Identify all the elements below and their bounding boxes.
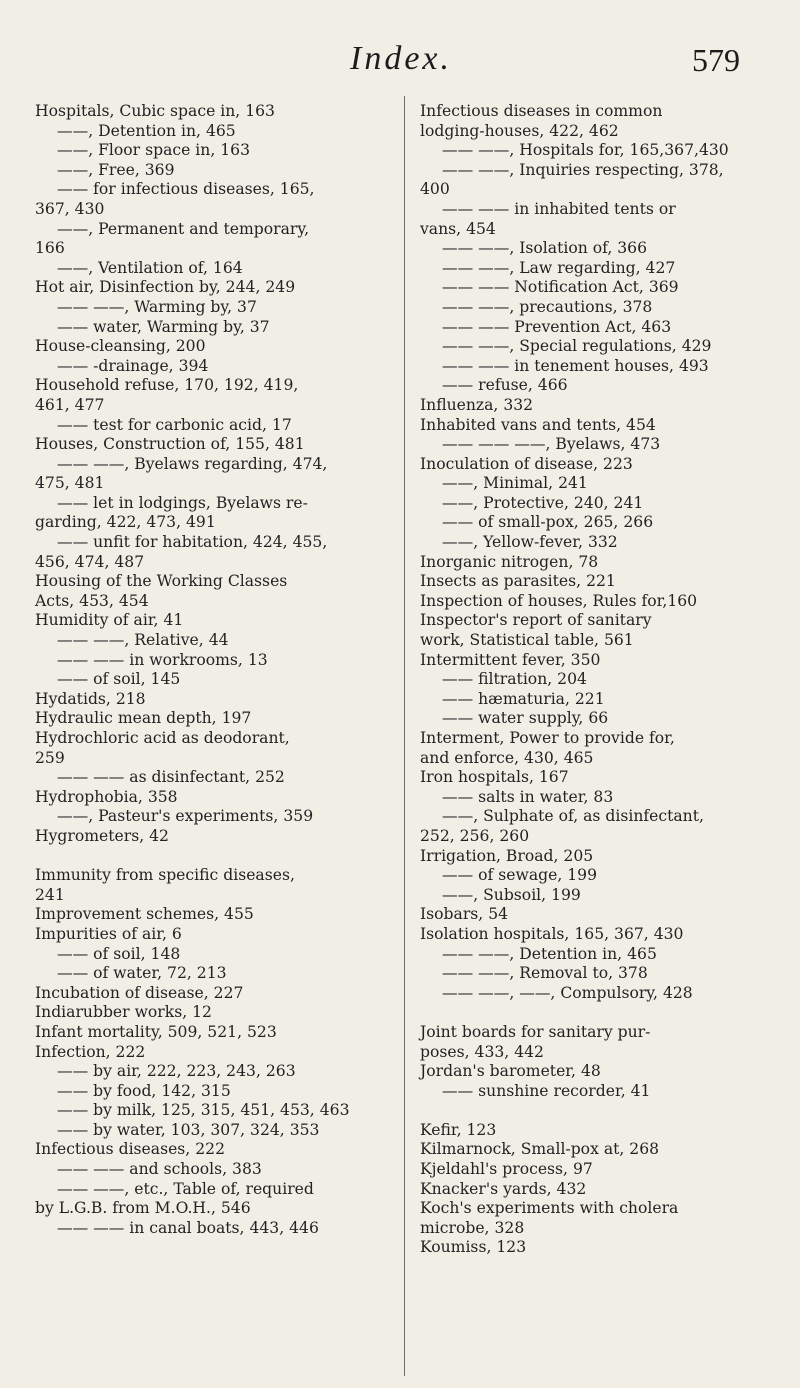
index-entry: Inhabited vans and tents, 454 [420,415,656,434]
index-entry: —— of soil, 145 [57,670,181,689]
index-entry: Hydrophobia, 358 [35,787,178,806]
index-entry: Joint boards for sanitary pur- [420,1022,651,1041]
index-entry: lodging-houses, 422, 462 [420,121,619,140]
index-entry: Inspection of houses, Rules for,160 [420,591,698,610]
index-entry: ——, Permanent and temporary, [57,219,310,238]
index-entry: 166 [35,239,65,258]
page-number: 579 [692,42,740,78]
index-entry: —— —— as disinfectant, 252 [57,768,285,787]
index-entry: 475, 481 [35,474,105,493]
index-entry: ——, Yellow-fever, 332 [442,533,618,552]
index-entry: 461, 477 [35,395,105,414]
index-entry: —— of soil, 148 [57,944,181,963]
index-entry: microbe, 328 [420,1218,525,1237]
index-entry: —— —— in tenement houses, 493 [442,356,709,375]
index-entry: —— —— and schools, 383 [57,1160,262,1179]
index-entry: ——, Detention in, 465 [57,121,236,140]
index-entry: Inspector's report of sanitary [420,611,652,630]
index-entry: Hygrometers, 42 [35,826,169,845]
index-entry: —— —— in canal boats, 443, 446 [57,1218,319,1237]
index-entry: Immunity from specific diseases, [35,866,295,885]
index-entry: Influenza, 332 [420,395,534,414]
index-entry: —— ——, Isolation of, 366 [442,239,648,258]
index-entry: —— of sewage, 199 [442,866,598,885]
index-entry: Hot air, Disinfection by, 244, 249 [35,278,296,297]
column-divider [404,96,405,1376]
index-entry: —— -drainage, 394 [57,356,209,375]
index-entry: 259 [35,748,65,767]
index-entry: Knacker's yards, 432 [420,1179,587,1198]
index-entry: by L.G.B. from M.O.H., 546 [35,1199,251,1218]
index-entry: 400 [420,180,450,199]
index-entry: —— of small-pox, 265, 266 [442,513,654,532]
index-entry: —— —— Notification Act, 369 [442,278,679,297]
index-entry: ——, Pasteur's experiments, 359 [57,807,314,826]
index-entry: Indiarubber works, 12 [35,1003,212,1022]
index-entry: ——, Free, 369 [57,160,175,179]
index-entry: —— —— in workrooms, 13 [57,650,268,669]
index-entry: Hydraulic mean depth, 197 [35,709,252,728]
page-header [0,32,800,92]
index-entry: Improvement schemes, 455 [35,905,254,924]
index-entry: ——, Ventilation of, 164 [57,258,243,277]
index-entry: Hydrochloric acid as deodorant, [35,729,290,747]
section-gap [420,1003,790,1023]
index-entry: Iron hospitals, 167 [420,768,569,787]
index-entry: —— salts in water, 83 [442,787,614,806]
index-entry: Jordan's barometer, 48 [420,1062,601,1081]
index-entry: Koumiss, 123 [420,1238,527,1257]
index-entry: —— ——, Detention in, 465 [442,944,657,963]
index-entry: Inoculation of disease, 223 [420,454,633,473]
index-entry: —— ——, Hospitals for, 165,367,430 [442,141,729,160]
index-entry: garding, 422, 473, 491 [35,513,216,532]
index-entry: —— unfit for habitation, 424, 455, [57,533,328,552]
index-entry: Infectious diseases in common [420,102,663,120]
index-entry: —— of water, 72, 213 [57,964,227,983]
index-column-right [420,102,790,1258]
index-entry: Isolation hospitals, 165, 367, 430 [420,924,684,943]
index-entry: Isobars, 54 [420,905,509,924]
index-entry: Hospitals, Cubic space in, 163 [35,102,275,120]
index-entry: —— ——, etc., Table of, required [57,1179,314,1198]
index-entry: Kilmarnock, Small-pox at, 268 [420,1140,660,1159]
index-entry: —— filtration, 204 [442,670,587,689]
index-entry: ——, Minimal, 241 [442,474,588,493]
index-column-left [35,102,395,1238]
index-entry: —— ——, Warming by, 37 [57,297,257,316]
index-entry: —— by air, 222, 223, 243, 263 [57,1062,296,1081]
index-entry: Interment, Power to provide for, [420,729,675,747]
index-entry: Household refuse, 170, 192, 419, [35,376,299,395]
index-entry: 367, 430 [35,199,105,218]
index-entry: ——, Protective, 240, 241 [442,493,644,512]
running-title: Index. [350,40,453,77]
index-entry: —— ——, Relative, 44 [57,631,229,650]
index-entry: 456, 474, 487 [35,552,145,571]
index-entry: House-cleansing, 200 [35,337,206,356]
index-entry: —— ——, Inquiries respecting, 378, [442,160,724,179]
index-entry: —— —— Prevention Act, 463 [442,317,672,336]
index-entry: Inorganic nitrogen, 78 [420,552,599,571]
index-entry: —— ——, ——, Compulsory, 428 [442,983,693,1002]
index-entry: ——, Subsoil, 199 [442,885,581,904]
index-entry: Incubation of disease, 227 [35,983,244,1002]
index-entry: ——, Sulphate of, as disinfectant, [442,807,704,826]
index-entry: poses, 433, 442 [420,1042,544,1061]
index-entry: Infection, 222 [35,1042,146,1061]
index-entry: —— water, Warming by, 37 [57,317,270,336]
index-entry: —— test for carbonic acid, 17 [57,415,292,434]
index-entry: ——, Floor space in, 163 [57,141,251,160]
index-entry: —— —— in inhabited tents or [442,199,676,218]
index-entry: Intermittent fever, 350 [420,650,601,669]
index-entry: Kefir, 123 [420,1120,497,1139]
index-entry: —— by milk, 125, 315, 451, 453, 463 [57,1101,350,1120]
index-entry: 252, 256, 260 [420,826,530,845]
index-entry: —— ——, Special regulations, 429 [442,337,712,356]
index-entry: Insects as parasites, 221 [420,572,616,591]
index-entry: Kjeldahl's process, 97 [420,1160,593,1179]
index-entry: —— hæmaturia, 221 [442,689,605,708]
index-entry: —— for infectious diseases, 165, [57,180,315,199]
index-entry: —— by water, 103, 307, 324, 353 [57,1120,320,1139]
index-entry: 241 [35,885,65,904]
index-entry: Housing of the Working Classes [35,572,288,591]
index-entry: —— let in lodgings, Byelaws re- [57,493,308,512]
index-entry: work, Statistical table, 561 [420,631,634,650]
index-entry: —— ——, Law regarding, 427 [442,258,676,277]
index-entry: Acts, 453, 454 [35,591,149,610]
section-gap [420,1101,790,1121]
index-entry: Koch's experiments with cholera [420,1199,679,1218]
index-entry: Houses, Construction of, 155, 481 [35,435,305,454]
index-entry: —— water supply, 66 [442,709,609,728]
index-entry: Hydatids, 218 [35,689,146,708]
index-entry: —— sunshine recorder, 41 [442,1081,651,1100]
index-entry: Infectious diseases, 222 [35,1140,225,1159]
index-entry: Infant mortality, 509, 521, 523 [35,1022,277,1041]
index-entry: Irrigation, Broad, 205 [420,846,594,865]
index-entry: —— by food, 142, 315 [57,1081,231,1100]
index-entry: —— refuse, 466 [442,376,568,395]
index-entry: and enforce, 430, 465 [420,748,594,767]
index-entry: Humidity of air, 41 [35,611,184,630]
index-entry: —— —— ——, Byelaws, 473 [442,435,661,454]
section-gap [35,847,395,867]
index-entry: —— ——, precautions, 378 [442,297,653,316]
index-entry: Impurities of air, 6 [35,924,182,943]
index-entry: vans, 454 [420,219,496,238]
index-entry: —— ——, Removal to, 378 [442,964,648,983]
index-entry: —— ——, Byelaws regarding, 474, [57,454,328,473]
